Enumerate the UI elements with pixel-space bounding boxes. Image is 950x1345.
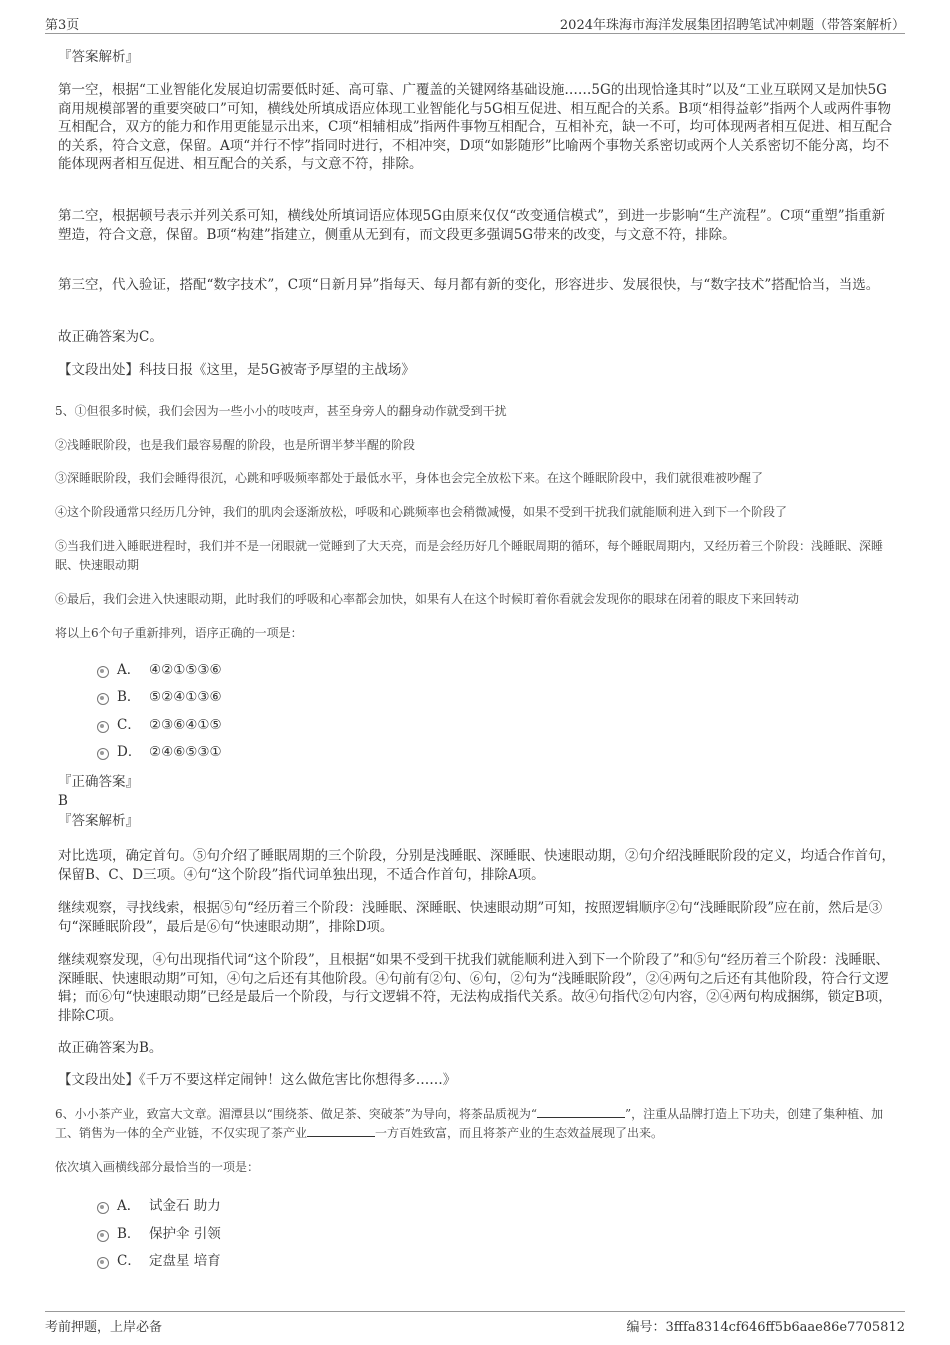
q4-conclusion: 故正确答案为C。 bbox=[58, 329, 163, 345]
q5-sentence-5: ⑤当我们进入睡眠进程时，我们并不是一闭眼就一觉睡到了大天亮，而是会经历好几个睡眠周期的循环，每个睡眠周期内，又经历着三个阶段：浅睡眠、深睡眠、快速眼动期 bbox=[55, 539, 884, 572]
q5-prompt: 将以上6个句子重新排列，语序正确的一项是： bbox=[55, 626, 303, 640]
page-number: 第3页 bbox=[45, 18, 80, 33]
q5-analysis-p1: 对比选项，确定首句。⑤句介绍了睡眠周期的三个阶段，分别是浅睡眠、深睡眠、快速眼动期，②句介绍浅睡眠阶段的定义，均适合作首句，保留B、C、D三项。④句“这个阶段”指代词单独出现，不适合作首句，排除A项。 bbox=[58, 848, 895, 883]
document-id: 编号：3fffa8314cf646ff5b6aae86e7705812 bbox=[626, 1320, 905, 1335]
q5-answer-label: 『正确答案』 bbox=[58, 774, 139, 790]
q6-prompt: 依次填入画横线部分最恰当的一项是： bbox=[55, 1160, 260, 1174]
q5-source: 【文段出处】《千万不要这样定闹钟！这么做危害比你想得多……》 bbox=[58, 1072, 457, 1088]
blank-1 bbox=[537, 1105, 625, 1118]
document-title: 2024年珠海市海洋发展集团招聘笔试冲刺题（带答案解析） bbox=[559, 18, 905, 33]
page-header bbox=[45, 12, 905, 34]
q5-sentence-4: ④这个阶段通常只经历几分钟，我们的肌肉会逐渐放松，呼吸和心跳频率也会稍微减慢，如果不受到干扰我们就能顺利进入到下一个阶段了 bbox=[55, 505, 788, 519]
q4-analysis-p3: 第三空，代入验证，搭配“数字技术”，C项“日新月异”指每天、每月都有新的变化，形容进步、发展很快，与“数字技术”搭配恰当，当选。 bbox=[58, 277, 880, 293]
radio-icon[interactable] bbox=[97, 1257, 109, 1269]
q4-source: 【文段出处】科技日报《这里，是5G被寄予厚望的主战场》 bbox=[58, 362, 415, 378]
q4-analysis-p1: 第一空，根据“工业智能化发展迫切需要低时延、高可靠、广覆盖的关键网络基础设施……5G的出现恰逢其时”以及“工业互联网又是加快5G商用规模部署的重要突破口”可知，横线处所填成语应体现工业智能化与5G相互促进、相互配合的关系。B项“相得益彰”指两个人或两件事物互相配合，双方的能力和作用更能显示出来，C项“相辅相成”指两件事物互相配合，互相补充，缺一不可，均可体现两者相互促进、相互配合的关系，符合文意，保留。A项“并行不悖”指同时进行，不相冲突，D项“如影随形”比喻两个事物关系密切或两个人关系密切不能分离，均不能体现两者相互促进、相互配合的关系，与文意不符，排除。 bbox=[58, 82, 893, 172]
q5-analysis-label: 『答案解析』 bbox=[58, 813, 139, 829]
radio-icon[interactable] bbox=[97, 1230, 109, 1242]
q5-sentence-1: 5、①但很多时候，我们会因为一些小小的吱吱声，甚至身旁人的翻身动作就受到干扰 bbox=[55, 404, 507, 418]
q5-answer: B bbox=[58, 793, 68, 809]
blank-2 bbox=[307, 1124, 375, 1137]
q6-stem: 6、小小茶产业，致富大文章。湄潭县以“围绕茶、做足茶、突破茶”为导向，将茶品质视为“ ”，注重从品牌打造上下功夫，创建了集种植、加工、销售为一体的全产业链，不仅实现了茶产业 一方百姓致富，而且将茶产业的生态效益展现了出来。 bbox=[55, 1107, 884, 1140]
q5-analysis-p2: 继续观察，寻找线索，根据⑤句“经历着三个阶段：浅睡眠、深睡眠、快速眼动期”可知，按照逻辑顺序②句“浅睡眠阶段”应在前，然后是③句“深睡眠阶段”，最后是⑥句“快速眼动期”，排除D项。 bbox=[58, 900, 883, 935]
q5-sentence-3: ③深睡眠阶段，我们会睡得很沉，心跳和呼吸频率都处于最低水平，身体也会完全放松下来。在这个睡眠阶段中，我们就很难被吵醒了 bbox=[55, 471, 764, 485]
q5-analysis-p3: 继续观察发现，④句出现指代词“这个阶段”，且根据“如果不受到干扰我们就能顺利进入到下一个阶段了”和⑤句“经历着三个阶段：浅睡眠、深睡眠、快速眼动期”可知，④句之后还有其他阶段。④句前有②句、⑥句，②句为“浅睡眠阶段”，②④两句之后还有其他阶段，符合行文逻辑；而⑥句“快速眼动期”已经是最后一个阶段，与行文逻辑不符，无法构成指代关系。故④句指代②句内容，②④两句构成捆绑，锁定B项，排除C项。 bbox=[58, 952, 892, 1024]
page-footer bbox=[45, 1311, 905, 1335]
footer-slogan: 考前押题，上岸必备 bbox=[45, 1320, 163, 1335]
radio-icon[interactable] bbox=[97, 693, 109, 705]
q5-sentence-6: ⑥最后，我们会进入快速眼动期，此时我们的呼吸和心率都会加快，如果有人在这个时候盯着你看就会发现你的眼球在闭着的眼皮下来回转动 bbox=[55, 592, 800, 606]
radio-icon[interactable] bbox=[97, 748, 109, 760]
radio-icon[interactable] bbox=[97, 721, 109, 733]
radio-icon[interactable] bbox=[97, 666, 109, 678]
q4-analysis-p2: 第二空，根据顿号表示并列关系可知，横线处所填词语应体现5G由原来仅仅“改变通信模式”，到进一步影响“生产流程”。C项“重塑”指重新塑造，符合文意，保留。B项“构建”指建立，侧重从无到有，而文段更多强调5G带来的改变，与文意不符，排除。 bbox=[58, 208, 886, 243]
q5-conclusion: 故正确答案为B。 bbox=[58, 1040, 163, 1056]
analysis-label: 『答案解析』 bbox=[58, 49, 139, 65]
q5-sentence-2: ②浅睡眠阶段，也是我们最容易醒的阶段，也是所谓半梦半醒的阶段 bbox=[55, 438, 416, 452]
radio-icon[interactable] bbox=[97, 1202, 109, 1214]
